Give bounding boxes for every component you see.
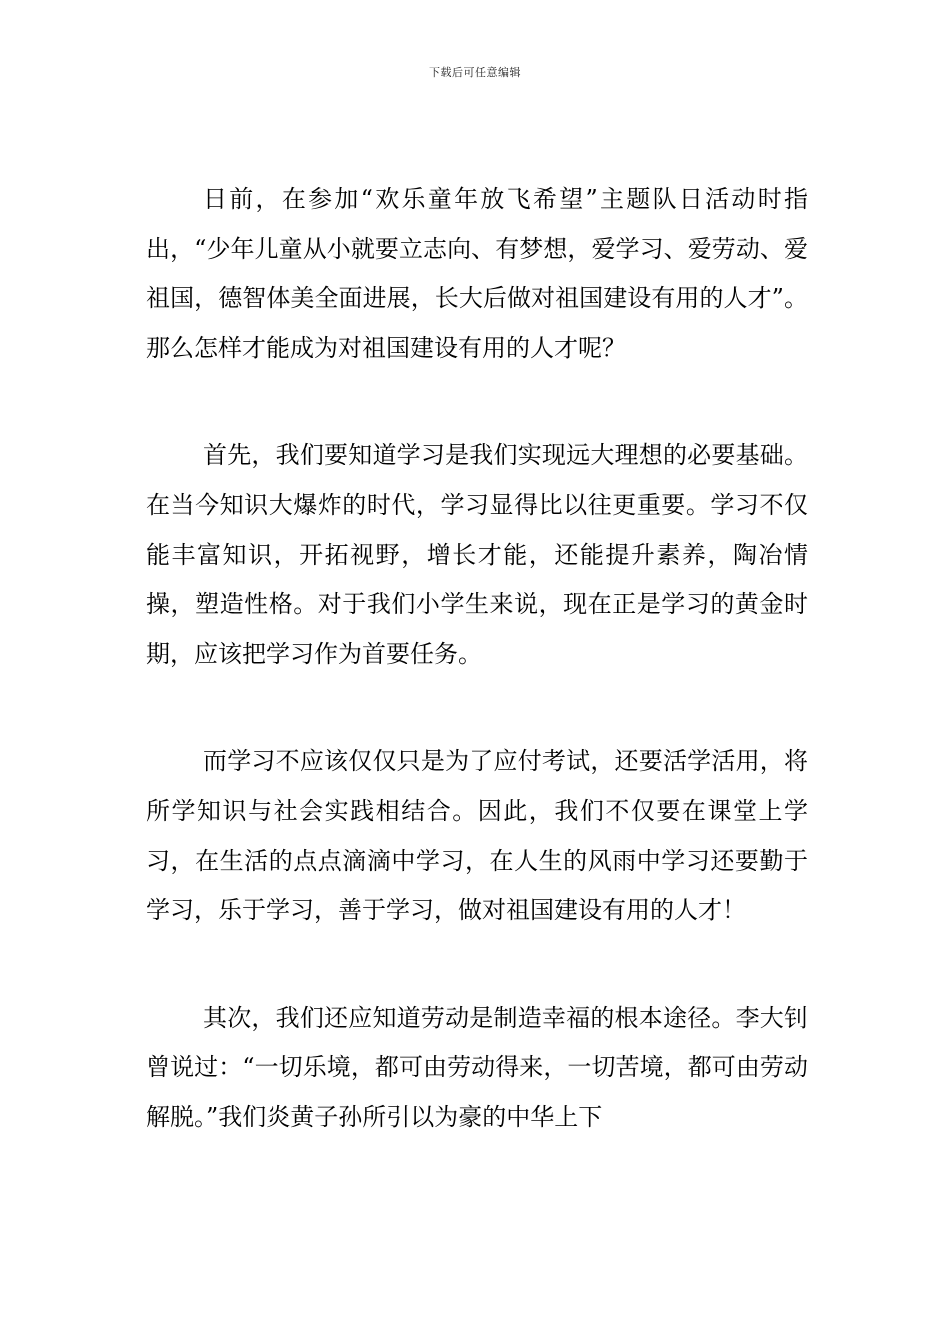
paragraph-2: 首先，我们要知道学习是我们实现远大理想的必要基础。在当今知识大爆炸的时代，学习显得比以往更重要。学习不仅能丰富知识，开拓视野，增长才能，还能提升素养，陶冶情操，塑造性格。对于我们小学生来说，现在正是学习的黄金时期，应该把学习作为首要任务。 — [146, 441, 808, 668]
page-header-note: 下载后可任意编辑 — [429, 66, 521, 79]
paragraph-3: 而学习不应该仅仅只是为了应付考试，还要活学活用，将所学知识与社会实践相结合。因此，我们不仅要在课堂上学习，在生活的点点滴滴中学习，在人生的风雨中学习还要勤于学习，乐于学习，善于学习，做对祖国建设有用的人才！ — [146, 747, 808, 925]
paragraph-1: 日前，在参加“欢乐童年放飞希望”主题队日活动时指出，“少年儿童从小就要立志向、有梦想，爱学习、爱劳动、爱祖国，德智体美全面进展，长大后做对祖国建设有用的人才”。那么怎样才能成为对祖国建设有用的人才呢？ — [146, 185, 808, 362]
paragraph-4: 其次，我们还应知道劳动是制造幸福的根本途径。李大钊曾说过：“一切乐境，都可由劳动得来，一切苦境，都可由劳动解脱。”我们炎黄子孙所引以为豪的中华上下 — [146, 1003, 808, 1131]
document-body — [146, 175, 808, 1143]
